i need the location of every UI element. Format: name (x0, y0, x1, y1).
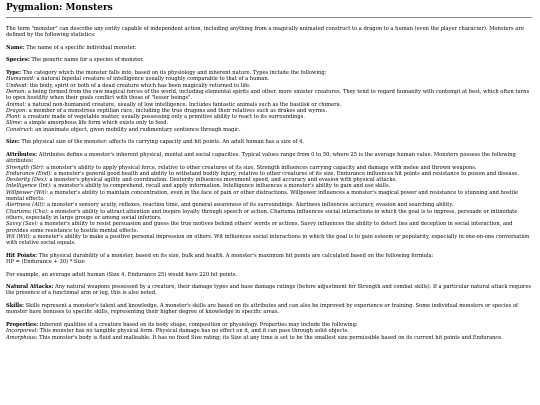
skills-text: Skills represent a monster's talent and knowledge. A monster's skills are based on its attributes and can also be improved by experience or training. Some individual monsters or species of monster have bonuses to specific skills, representing their higher degree of knowledge in specific areas. (6, 303, 518, 316)
type-desc: a member of a monstrous reptilian race, including the true dragons and their relatives such as drakes and wyrms. (27, 107, 328, 114)
type-desc: the body, spirit or both of a dead creature which has been magically returned to life. (28, 82, 251, 89)
type-term: Dragon: (6, 107, 28, 114)
type-item-construct (6, 127, 532, 133)
attribute-item-savvy (6, 221, 532, 234)
type-term: Plant: (6, 114, 22, 121)
property-term: Incorporeal: (6, 328, 39, 335)
attribute-desc: a monster's ability to make a positive personal impression on others. Wit influences social interactions in which the goal is to gain esteem or popularity, especially in one-on-one conversation with relative social equals. (6, 233, 530, 247)
property-item-amorphous (6, 335, 532, 341)
skills-label: Skills: (6, 303, 24, 310)
species-definition (6, 57, 532, 63)
natural-attacks-text: Any natural weapons possessed by a creature, their damage types and base damage ratings (before adjustment for Strength and combat skills). If a particular natural attack requires the presence of a functional arm or leg, this is also noted. (6, 284, 532, 297)
attribute-item-wit (6, 234, 532, 247)
attribute-term: Savvy (Sav): (6, 221, 39, 228)
property-desc: This monster's body is fluid and malleable. It has no fixed Size rating; its Size at any time is set to be the smallest size permissible based on its current hit points and Endurance. (37, 334, 503, 341)
name-definition (6, 45, 532, 51)
attribute-item-willpower (6, 190, 532, 203)
size-text: The physical size of the monster: affects its carrying capacity and hit points. An adult human has a size of 4. (19, 139, 305, 146)
type-term: Humanoid: (6, 76, 35, 83)
type-term: Undead: (6, 82, 29, 89)
attribute-term: Alertness (Alt): (6, 202, 46, 209)
type-desc: a creature made of vegetable matter, usually possessing only a primitive ability to react to its surroundings. (21, 114, 305, 121)
type-desc: an inanimate object, given mobility and rudimentary sentience through magic. (33, 126, 241, 133)
type-desc: a natural non-humanoid creature, usually of low intelligence. Includes fantastic animals such as the basilisk or chimera. (25, 101, 342, 108)
hit-points-example: For example, an average adult human (Size 4, Endurance 25) would have 220 hit points. (6, 271, 238, 278)
properties-section (6, 322, 532, 341)
attribute-term: Intelligence (Int): (6, 183, 52, 190)
type-term: Animal: (6, 101, 26, 108)
type-text: The category which the monster falls into, based on its physiology and inherent nature. Types include the following: (21, 70, 327, 77)
intro-paragraph: The term "monster" can describe any entity capable of independent action, including anything from a magically animated construct to a dragon to a human (even the player character). Monsters are defined by the following statistics: (6, 26, 524, 39)
attribute-term: Charisma (Cha): (6, 208, 49, 215)
attributes-label: Attributes: (6, 151, 38, 158)
properties-label: Properties: (6, 321, 38, 328)
attribute-desc: a monster's ability to resist persuasion and guess the true motives behind others' words or actions. Savvy influences the ability to detect lies and deception in social interaction, and provides some resistance to hostile mental effects. (6, 221, 513, 234)
properties-text: Inherent qualities of a creature based on its body shape, composition or physiology. Properties may include the following: (37, 321, 358, 328)
type-term: Slime: (6, 120, 23, 127)
property-term: Amorphous: (6, 334, 38, 341)
type-desc: a natural bipedal creature of intelligence usually roughly comparable to that of a human. (34, 76, 270, 83)
attribute-term: Dexterity (Dex): (6, 177, 48, 184)
attribute-desc: a monster's ability to comprehend, recall and apply information. Intelligence influences a monster's ability to gain and use skills. (51, 183, 391, 190)
type-section (6, 70, 532, 133)
attribute-desc: a monster's ability to apply physical force, relative to other creatures of its size. Strength influences carrying capacity and damage with melee and thrown weapons. (44, 164, 477, 171)
skills-definition (6, 303, 532, 316)
name-label: Name: (6, 44, 25, 51)
attribute-desc: a monster's ability to maintain concentration, even in the face of pain or other distractions. Willpower influences a monster's magical power and resistance to stunning and hostile mental effects. (6, 189, 519, 203)
size-label: Size: (6, 139, 20, 146)
attribute-desc: a monster's physical agility and coordination. Dexterity influences movement speed, and accuracy and evasion with physical attacks. (47, 177, 397, 184)
attribute-term: Strength (Str): (6, 164, 45, 171)
hit-points-section (6, 253, 532, 266)
natural-attacks-definition (6, 284, 532, 297)
attributes-definition (6, 152, 532, 165)
type-desc: a being formed from the raw magical forces of the world, including elemental spirits and other, more sinister creatures. They tend to regard humanity with contempt at best, which often turns to open hostility when their goals conflict with those of "lesser beings". (6, 88, 530, 102)
type-desc: a simple amorphous life form which exists only to feed. (22, 120, 169, 127)
name-text: The name of a specific individual monster. (24, 44, 137, 51)
page-title: Pygmalion: Monsters (6, 3, 113, 13)
title-divider (6, 17, 532, 18)
size-definition (6, 139, 532, 145)
attribute-term: Wit (Wit): (6, 233, 32, 240)
type-term: Construct: (6, 126, 34, 133)
attribute-desc: a monster's sensory acuity, reflexes, reaction time, and general awareness of its surroundings. Alertness influences accuracy, evasion and searching ability. (45, 202, 454, 209)
natural-attacks-label: Natural Attacks: (6, 284, 54, 291)
type-label: Type: (6, 70, 22, 77)
hit-points-text: The physical durability of a monster, based on its size, bulk and health. A monster's maximum hit points are calculated based on the following formula: (37, 252, 434, 259)
attributes-section (6, 152, 532, 246)
attribute-item-charisma (6, 209, 532, 222)
type-term: Demon: (6, 88, 27, 95)
attributes-text: Attributes define a monster's inherent physical, mental and social capacities. Typical values range from 0 to 50, where 25 is the average human value. Monsters possess the following attributes: (6, 151, 516, 165)
property-desc: This monster has no tangible physical form. Physical damage has no effect on it, and it can pass through solid objects. (38, 328, 349, 335)
species-text: The generic name for a species of monster. (29, 57, 144, 64)
attribute-desc: a monster's ability to attract attention and inspire loyalty through speech or action. Charisma influences social interactions in which the goal is to impress, persuade or intimidate others, especially in large groups or among social inferiors. (6, 208, 518, 221)
attribute-desc: a monster's general good health and ability to withstand bodily injury, relative to other creatures of its size. Endurance influences hit points and resistance to poison and disease. (52, 170, 519, 177)
type-item-demon (6, 89, 532, 102)
hit-points-formula: HP = (Endurance + 30) * Size (6, 258, 85, 265)
attribute-term: Willpower (Wil): (6, 189, 49, 196)
attribute-term: Endurance (End): (6, 170, 53, 177)
hit-points-label: Hit Points: (6, 252, 37, 259)
species-label: Species: (6, 57, 30, 64)
